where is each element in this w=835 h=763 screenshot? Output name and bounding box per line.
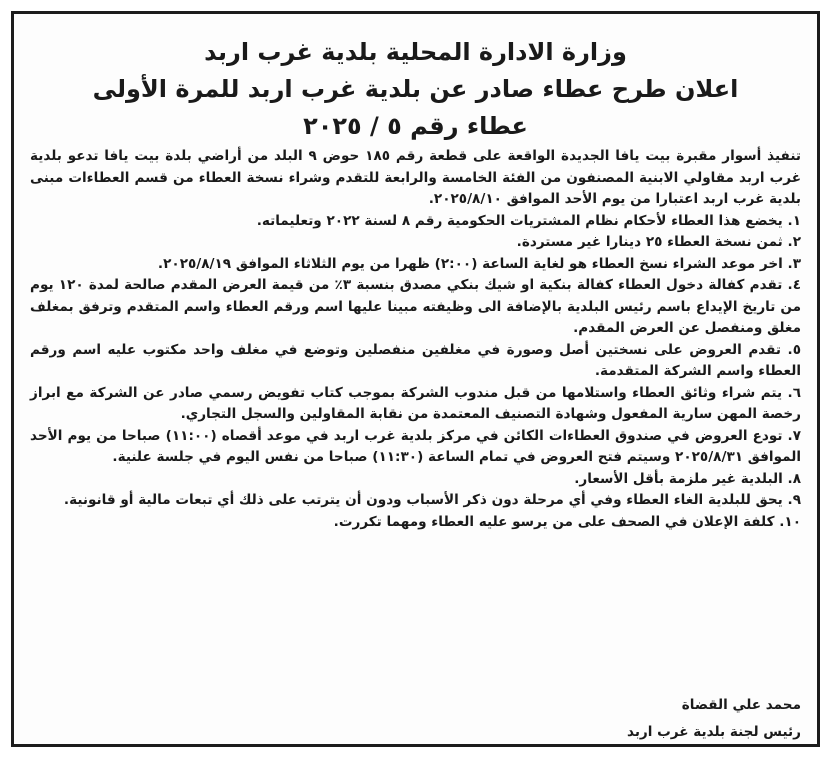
announcement-body: [30, 146, 801, 533]
condition-item-1: ١. يخضع هذا العطاء لأحكام نظام المشتريات الحكومية رقم ٨ لسنة ٢٠٢٢ وتعليماته.: [256, 212, 801, 229]
condition-item-4: ٤. تقدم كفالة دخول العطاء كفالة بنكية او شيك بنكي مصدق بنسبة ٣٪ من قيمة العرض المقدم صالحة لمدة ١٢٠ يوم من تاريخ الإيداع باسم رئيس البلدية بالإضافة الى وظيفته مبينا عليها اسم ورقم العطاء واسم المتقدم وترفق بمغلف مغلق ومنفصل عن العرض المقدم.: [30, 277, 801, 336]
condition-item-6: ٦. يتم شراء وثائق العطاء واستلامها من قبل مندوب الشركة بموجب كتاب تفويض رسمي صادر عن الشركة مع ابراز رخصة المهن سارية المفعول وشهادة التصنيف المعتمدة من نقابة المقاولين والسجل التجاري.: [30, 384, 801, 422]
condition-item-3: ٣. اخر موعد الشراء نسخ العطاء هو لغاية الساعة (٢:٠٠) ظهرا من يوم الثلاثاء الموافق ٢٠٢٥/٨/١٩.: [157, 255, 801, 272]
ministry-title: وزارة الادارة المحلية بلدية غرب اربد: [204, 38, 627, 66]
signature-block: [30, 692, 801, 746]
condition-item-7: ٧. تودع العروض في صندوق العطاءات الكائن في مركز بلدية غرب اربد في موعد أقصاه (١١:٠٠) صباحا من يوم الأحد الموافق ٢٠٢٥/٨/٣١ وسيتم فتح العروض في تمام الساعة (١١:٣٠) صباحا من نفس اليوم في جلسة علنية.: [30, 427, 801, 465]
announcement-frame: [11, 11, 820, 747]
intro-paragraph: تنفيذ أسوار مقبرة بيت يافا الجديدة الواقعة على قطعة رقم ١٨٥ حوض ٩ البلد من أراضي بلدة بيت يافا تدعو بلدية غرب اربد مقاولي الابنية المصنفون من الفئة الخامسة والرابعة للتقدم وشراء نسخة العطاء من قسم العطاءات مبنى بلدية غرب اربد اعتبارا من يوم الأحد الموافق ٢٠٢٥/٨/١٠.: [30, 148, 801, 207]
condition-item-10: ١٠. كلفة الإعلان في الصحف على من يرسو عليه العطاء ومهما تكررت.: [333, 513, 801, 530]
announcement-title: اعلان طرح عطاء صادر عن بلدية غرب اربد للمرة الأولى: [92, 75, 739, 103]
signatory-title: رئيس لجنة بلدية غرب اربد: [626, 724, 801, 740]
signatory-name: محمد علي القضاة: [681, 697, 801, 713]
announcement-header: [14, 14, 817, 145]
tender-number: عطاء رقم ٥ / ٢٠٢٥: [303, 112, 528, 140]
condition-item-2: ٢. ثمن نسخة العطاء ٢٥ دينارا غير مستردة.: [516, 234, 801, 250]
condition-item-5: ٥. تقدم العروض على نسختين أصل وصورة في مغلفين منفصلين وتوضع في مغلف واحد مكتوب عليه اسم ورقم العطاء واسم الشركة المتقدمة.: [30, 341, 801, 379]
condition-item-8: ٨. البلدية غير ملزمة بأقل الأسعار.: [574, 470, 801, 487]
condition-item-9: ٩. يحق للبلدية الغاء العطاء وفي أي مرحلة دون ذكر الأسباب ودون أن يترتب على ذلك أي تبعات مالية أو قانونية.: [63, 492, 801, 508]
